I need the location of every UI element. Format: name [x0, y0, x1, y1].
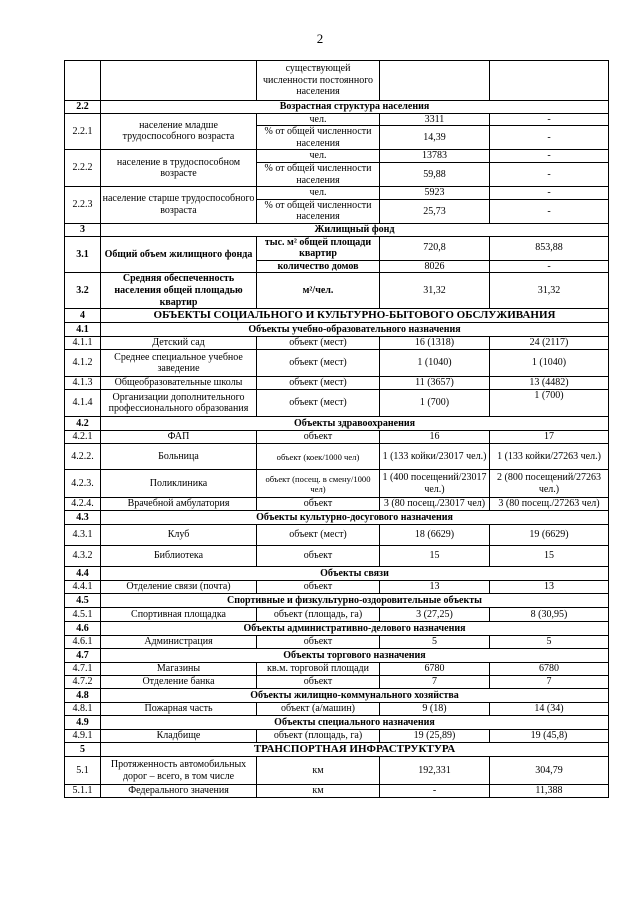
- section-title-cell: Объекты культурно-досугового назначения: [101, 511, 609, 525]
- section-number-cell: 4.6: [65, 622, 101, 636]
- projected-value-cell: 853,88: [490, 236, 609, 260]
- section-title-cell: Объекты здравоохранения: [101, 417, 609, 431]
- row-number-cell: 4.1.4: [65, 390, 101, 417]
- section-header-row: [65, 309, 609, 323]
- projected-value-cell: -: [490, 260, 609, 273]
- table-row: [65, 663, 609, 676]
- unit-cell: объект: [257, 581, 380, 594]
- current-value-cell: 13783: [380, 150, 490, 163]
- section-number-cell: 4.2: [65, 417, 101, 431]
- table-row: [65, 525, 609, 546]
- section-title-cell: Спортивные и физкультурно-оздоровительные объекты: [101, 594, 609, 608]
- indicator-name-cell: Клуб: [101, 525, 257, 546]
- current-value-cell: 3 (80 посещ./23017 чел): [380, 498, 490, 511]
- row-number-cell: 4.7.2: [65, 676, 101, 689]
- section-header-row: [65, 567, 609, 581]
- section-title-cell: Объекты административно-делового назначения: [101, 622, 609, 636]
- table-row: [65, 757, 609, 785]
- section-number-cell: 4.7: [65, 649, 101, 663]
- current-value-cell: 15: [380, 546, 490, 567]
- current-value-cell: 16: [380, 431, 490, 444]
- unit-cell: объект (площадь, га): [257, 608, 380, 622]
- projected-value-cell: 19 (45,8): [490, 730, 609, 743]
- unit-cell: объект: [257, 636, 380, 649]
- current-value-cell: 18 (6629): [380, 525, 490, 546]
- section-number-cell: 3: [65, 223, 101, 236]
- row-number-cell: 2.2.2: [65, 150, 101, 187]
- unit-cell: тыс. м² общей площади квартир: [257, 236, 380, 260]
- table-row: [65, 581, 609, 594]
- projected-value-cell: 31,32: [490, 273, 609, 309]
- current-value-cell: 1 (400 посещений/23017 чел.): [380, 470, 490, 498]
- projected-value-cell: -: [490, 199, 609, 223]
- indicator-name-cell: Спортивная площадка: [101, 608, 257, 622]
- unit-cell: кв.м. торговой площади: [257, 663, 380, 676]
- projected-value-cell: [490, 61, 609, 101]
- current-value-cell: 31,32: [380, 273, 490, 309]
- indicators-table: [64, 60, 609, 798]
- row-number-cell: 3.2: [65, 273, 101, 309]
- section-number-cell: 4.1: [65, 323, 101, 337]
- indicator-name-cell: [101, 61, 257, 101]
- indicator-name-cell: Общий объем жилищного фонда: [101, 236, 257, 273]
- section-title-cell: ТРАНСПОРТНАЯ ИНФРАСТРУКТУРА: [101, 743, 609, 757]
- row-number-cell: 2.2.3: [65, 187, 101, 224]
- row-number-cell: 4.2.4.: [65, 498, 101, 511]
- current-value-cell: 59,88: [380, 162, 490, 186]
- indicator-name-cell: Отделение связи (почта): [101, 581, 257, 594]
- table-row: [65, 61, 609, 101]
- section-header-row: [65, 649, 609, 663]
- current-value-cell: 11 (3657): [380, 377, 490, 390]
- unit-cell: объект (коек/1000 чел): [257, 444, 380, 470]
- indicator-name-cell: Средняя обеспеченность населения общей площадью квартир: [101, 273, 257, 309]
- unit-cell: объект (мест): [257, 377, 380, 390]
- unit-cell: % от общей численности населения: [257, 199, 380, 223]
- unit-cell: объект: [257, 431, 380, 444]
- table-row: [65, 377, 609, 390]
- current-value-cell: 1 (133 койки/23017 чел.): [380, 444, 490, 470]
- table-row: [65, 350, 609, 377]
- current-value-cell: 14,39: [380, 126, 490, 150]
- section-title-cell: Объекты жилищно-коммунального хозяйства: [101, 689, 609, 703]
- current-value-cell: -: [380, 785, 490, 798]
- section-title-cell: Объекты учебно-образовательного назначения: [101, 323, 609, 337]
- unit-cell: объект (мест): [257, 337, 380, 350]
- section-title-cell: Возрастная структура населения: [101, 101, 609, 114]
- current-value-cell: 1 (700): [380, 390, 490, 417]
- table-row: [65, 273, 609, 309]
- table-row: [65, 546, 609, 567]
- current-value-cell: 13: [380, 581, 490, 594]
- row-number-cell: 4.1.3: [65, 377, 101, 390]
- unit-cell: чел.: [257, 187, 380, 200]
- indicator-name-cell: Поликлиника: [101, 470, 257, 498]
- indicator-name-cell: Библиотека: [101, 546, 257, 567]
- row-number-cell: [65, 61, 101, 101]
- projected-value-cell: 13 (4482): [490, 377, 609, 390]
- indicator-name-cell: Врачебной амбулатория: [101, 498, 257, 511]
- projected-value-cell: 304,79: [490, 757, 609, 785]
- projected-value-cell: 1 (1040): [490, 350, 609, 377]
- table-row: [65, 431, 609, 444]
- current-value-cell: [380, 61, 490, 101]
- table-row: [65, 390, 609, 417]
- section-number-cell: 4.8: [65, 689, 101, 703]
- projected-value-cell: 15: [490, 546, 609, 567]
- unit-cell: объект: [257, 546, 380, 567]
- projected-value-cell: -: [490, 113, 609, 126]
- table-row: [65, 187, 609, 200]
- indicator-name-cell: Администрация: [101, 636, 257, 649]
- section-header-row: [65, 223, 609, 236]
- table-row: [65, 676, 609, 689]
- current-value-cell: 9 (18): [380, 703, 490, 716]
- section-number-cell: 2.2: [65, 101, 101, 114]
- row-number-cell: 4.2.3.: [65, 470, 101, 498]
- indicator-name-cell: Организации дополнительного профессионального образования: [101, 390, 257, 417]
- projected-value-cell: 8 (30,95): [490, 608, 609, 622]
- current-value-cell: 1 (1040): [380, 350, 490, 377]
- unit-cell: % от общей численности населения: [257, 126, 380, 150]
- current-value-cell: 16 (1318): [380, 337, 490, 350]
- projected-value-cell: 11,388: [490, 785, 609, 798]
- section-header-row: [65, 417, 609, 431]
- section-title-cell: Объекты специального назначения: [101, 716, 609, 730]
- table-row: [65, 730, 609, 743]
- indicator-name-cell: Отделение банка: [101, 676, 257, 689]
- table-row: [65, 444, 609, 470]
- projected-value-cell: 24 (2117): [490, 337, 609, 350]
- projected-value-cell: 19 (6629): [490, 525, 609, 546]
- table-row: [65, 608, 609, 622]
- unit-cell: объект (а/машин): [257, 703, 380, 716]
- row-number-cell: 4.8.1: [65, 703, 101, 716]
- unit-cell: м²/чел.: [257, 273, 380, 309]
- section-number-cell: 4: [65, 309, 101, 323]
- current-value-cell: 5923: [380, 187, 490, 200]
- row-number-cell: 5.1: [65, 757, 101, 785]
- row-number-cell: 4.5.1: [65, 608, 101, 622]
- section-header-row: [65, 511, 609, 525]
- current-value-cell: 192,331: [380, 757, 490, 785]
- projected-value-cell: 2 (800 посещений/27263 чел.): [490, 470, 609, 498]
- unit-cell: % от общей численности населения: [257, 162, 380, 186]
- projected-value-cell: -: [490, 126, 609, 150]
- indicator-name-cell: Среднее специальное учебное заведение: [101, 350, 257, 377]
- projected-value-cell: 13: [490, 581, 609, 594]
- projected-value-cell: 1 (133 койки/27263 чел.): [490, 444, 609, 470]
- unit-cell: объект: [257, 498, 380, 511]
- section-number-cell: 4.4: [65, 567, 101, 581]
- projected-value-cell: 14 (34): [490, 703, 609, 716]
- table-row: [65, 113, 609, 126]
- page-number: 2: [316, 31, 324, 46]
- row-number-cell: 4.2.2.: [65, 444, 101, 470]
- section-header-row: [65, 594, 609, 608]
- section-title-cell: Объекты торгового назначения: [101, 649, 609, 663]
- section-title-cell: ОБЪЕКТЫ СОЦИАЛЬНОГО И КУЛЬТУРНО-БЫТОВОГО ОБСЛУЖИВАНИЯ: [101, 309, 609, 323]
- unit-cell: объект (посещ. в смену/1000 чел): [257, 470, 380, 498]
- unit-cell: чел.: [257, 150, 380, 163]
- row-number-cell: 4.3.1: [65, 525, 101, 546]
- current-value-cell: 3 (27,25): [380, 608, 490, 622]
- row-number-cell: 5.1.1: [65, 785, 101, 798]
- current-value-cell: 8026: [380, 260, 490, 273]
- row-number-cell: 4.3.2: [65, 546, 101, 567]
- indicator-name-cell: Протяженность автомобильных дорог – всего, в том числе: [101, 757, 257, 785]
- indicator-name-cell: Кладбище: [101, 730, 257, 743]
- projected-value-cell: -: [490, 150, 609, 163]
- projected-value-cell: 1 (700): [490, 390, 609, 417]
- section-title-cell: Объекты связи: [101, 567, 609, 581]
- projected-value-cell: 3 (80 посещ./27263 чел): [490, 498, 609, 511]
- section-number-cell: 4.5: [65, 594, 101, 608]
- row-number-cell: 4.9.1: [65, 730, 101, 743]
- table-row: [65, 236, 609, 260]
- projected-value-cell: 7: [490, 676, 609, 689]
- current-value-cell: 19 (25,89): [380, 730, 490, 743]
- projected-value-cell: 17: [490, 431, 609, 444]
- indicator-name-cell: Больница: [101, 444, 257, 470]
- table-row: [65, 150, 609, 163]
- row-number-cell: 4.7.1: [65, 663, 101, 676]
- unit-cell: существующей численности постоянного населения: [257, 61, 380, 101]
- current-value-cell: 3311: [380, 113, 490, 126]
- indicator-name-cell: Детский сад: [101, 337, 257, 350]
- unit-cell: объект (площадь, га): [257, 730, 380, 743]
- current-value-cell: 5: [380, 636, 490, 649]
- table-row: [65, 785, 609, 798]
- projected-value-cell: 5: [490, 636, 609, 649]
- section-title-cell: Жилищный фонд: [101, 223, 609, 236]
- row-number-cell: 4.4.1: [65, 581, 101, 594]
- section-header-row: [65, 716, 609, 730]
- section-number-cell: 5: [65, 743, 101, 757]
- row-number-cell: 4.2.1: [65, 431, 101, 444]
- projected-value-cell: -: [490, 187, 609, 200]
- row-number-cell: 4.1.2: [65, 350, 101, 377]
- indicator-name-cell: население старше трудоспособного возраста: [101, 187, 257, 224]
- table-row: [65, 337, 609, 350]
- unit-cell: объект (мест): [257, 525, 380, 546]
- section-header-row: [65, 622, 609, 636]
- row-number-cell: 4.1.1: [65, 337, 101, 350]
- table-row: [65, 636, 609, 649]
- row-number-cell: 2.2.1: [65, 113, 101, 150]
- indicator-name-cell: Магазины: [101, 663, 257, 676]
- current-value-cell: 6780: [380, 663, 490, 676]
- unit-cell: чел.: [257, 113, 380, 126]
- unit-cell: объект: [257, 676, 380, 689]
- row-number-cell: 4.6.1: [65, 636, 101, 649]
- section-header-row: [65, 743, 609, 757]
- indicator-name-cell: Общеобразовательные школы: [101, 377, 257, 390]
- table-row: [65, 703, 609, 716]
- current-value-cell: 720,8: [380, 236, 490, 260]
- table-row: [65, 498, 609, 511]
- projected-value-cell: -: [490, 162, 609, 186]
- row-number-cell: 3.1: [65, 236, 101, 273]
- unit-cell: км: [257, 785, 380, 798]
- indicator-name-cell: население младше трудоспособного возраста: [101, 113, 257, 150]
- section-number-cell: 4.3: [65, 511, 101, 525]
- indicator-name-cell: Пожарная часть: [101, 703, 257, 716]
- indicator-name-cell: ФАП: [101, 431, 257, 444]
- unit-cell: количество домов: [257, 260, 380, 273]
- section-number-cell: 4.9: [65, 716, 101, 730]
- unit-cell: объект (мест): [257, 350, 380, 377]
- section-header-row: [65, 101, 609, 114]
- current-value-cell: 25,73: [380, 199, 490, 223]
- unit-cell: объект (мест): [257, 390, 380, 417]
- section-header-row: [65, 323, 609, 337]
- indicator-name-cell: население в трудоспособном возрасте: [101, 150, 257, 187]
- table-row: [65, 470, 609, 498]
- current-value-cell: 7: [380, 676, 490, 689]
- projected-value-cell: 6780: [490, 663, 609, 676]
- section-header-row: [65, 689, 609, 703]
- indicator-name-cell: Федерального значения: [101, 785, 257, 798]
- unit-cell: км: [257, 757, 380, 785]
